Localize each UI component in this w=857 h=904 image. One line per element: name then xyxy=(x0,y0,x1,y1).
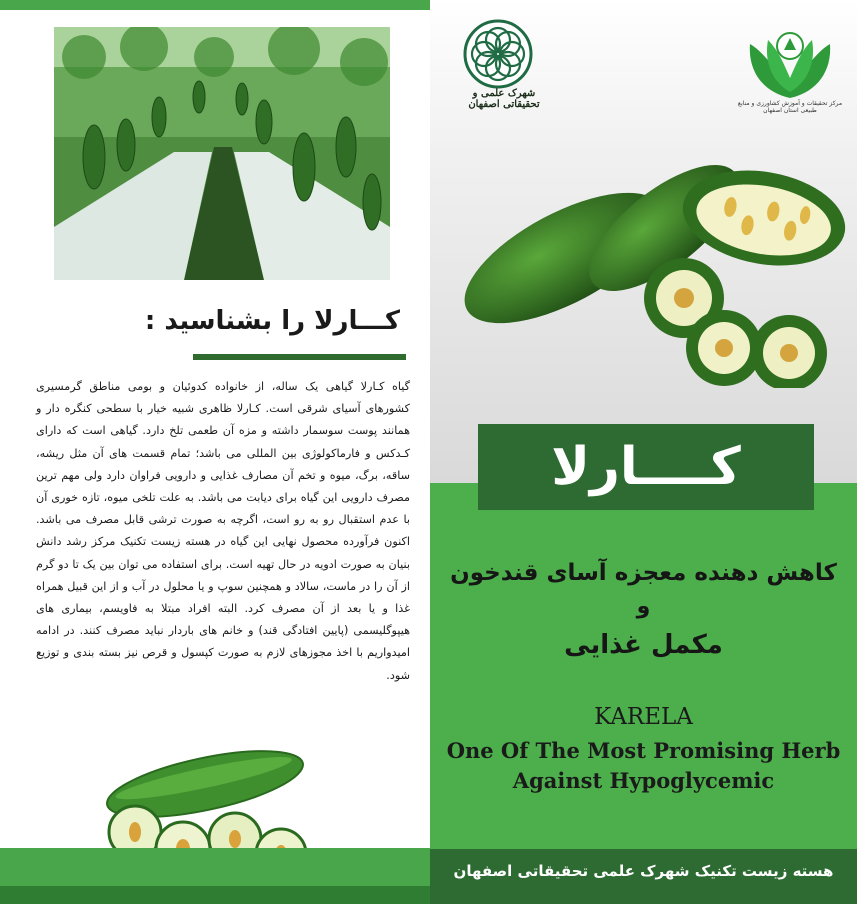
section-heading: کـــارلا را بشناسید : xyxy=(144,306,400,336)
title-box xyxy=(478,424,814,510)
right-panel xyxy=(430,0,857,904)
greenhouse-photo xyxy=(54,27,390,280)
science-town-name: شهرک علمی و تحقیقاتی اصفهان xyxy=(468,88,540,110)
footer-text: هسته زیست تکنیک شهرک علمی تحقیقاتی اصفهان xyxy=(453,862,834,880)
subtitle-conjunction: و xyxy=(636,594,651,619)
heading-underline xyxy=(193,354,406,360)
english-tagline-1: One Of The Most Promising Herb xyxy=(446,738,841,763)
science-town-logo xyxy=(462,18,534,90)
english-tagline-2: Against Hypoglycemic xyxy=(512,768,775,793)
english-title: KARELA xyxy=(594,704,693,730)
subtitle-blood-sugar: کاهش دهنده معجزه آسای قندخون xyxy=(450,560,837,586)
karela-fruit-image xyxy=(454,128,850,388)
right-lower-section xyxy=(430,483,857,849)
agriculture-center-caption: مرکز تحقیقات و آموزش کشاورزی و منابع طبیعی استان اصفهان xyxy=(737,100,843,114)
top-accent-bar xyxy=(0,0,430,10)
subtitle-supplement: مکمل غذایی xyxy=(564,630,723,660)
bottom-dark-strip xyxy=(0,886,430,904)
main-title: کــــارلا xyxy=(551,437,741,497)
description-text: گیاه کـارلا گیاهی یک ساله، از خانواده کدوئیان و بومی مناطق گرمسیری کشورهای آسیای شرقی است. کـارلا ظاهری شبیه خیار با سطحی کنگره دار و همانند پوست سوسمار داشته و مزه آن طعمی تلخ دارد. گیاهی است که دارای کـدکس و فارماکولوژی بین المللی می باشد؛ تمام قسمت های آن مثل ریشه، ساقه، برگ، میوه و تخم آن مصارف غذایی و دارویی فراوان دارد ولی مهم ترین مصرف دارویی این گیاه برای دیابت می باشد. به علت تلخی میوه، تازه خوری آن با عدم استقبال رو به رو است، اگرچه به صورت ترشی قابل مصرف می باشد. اکنون فرآورده محصول نهایی این گیاه در هسته زیست تکنیک مرکز رشد دانش بنیان به صورت ادویه در حال تهیه است. برای استفاده می توان بین یک تا دو گرم از آن را در ماست، سالاد و همچنین سوپ و یا محلول در آب و از این قبیل همراه غذا و یا بعد از آن مصرف کرد. البته افراد مبتلا به فاویسم، بیماری های هیپوگلیسمی (پایین افتادگی قند) و خانم های باردار نباید مصرف کنند. در ادامه امیدواریم با اخذ مجوزهای لازم به صورت کپسول و قرص نیز بسته بندی و توزیع شود. xyxy=(36,380,410,682)
agriculture-center-logo xyxy=(742,22,838,110)
